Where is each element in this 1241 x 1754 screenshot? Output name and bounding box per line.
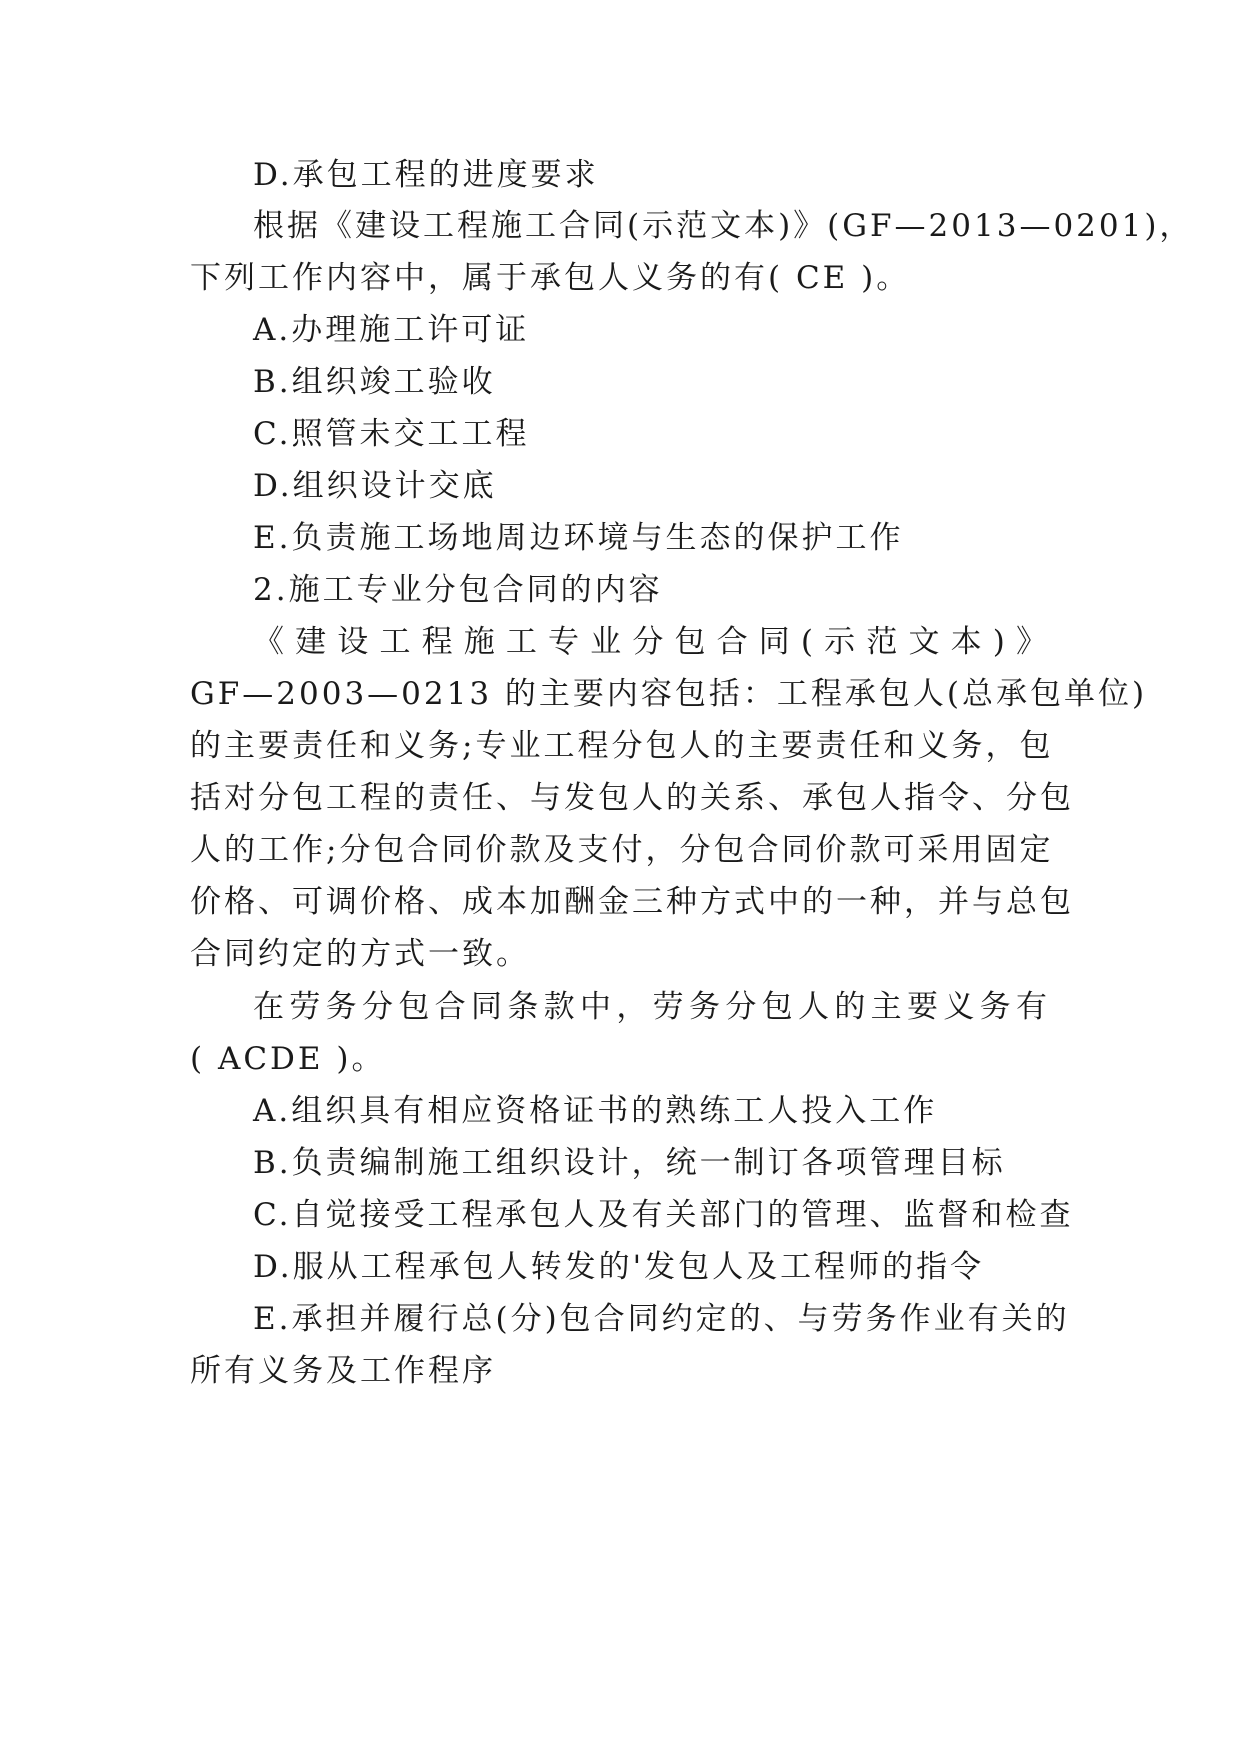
- text-line: 2.施工专业分包合同的内容: [253, 572, 663, 608]
- text-line: 所有义务及工作程序: [190, 1353, 496, 1389]
- text-line: 合同约定的方式一致。: [190, 936, 530, 972]
- text-line: D.服从工程承包人转发的'发包人及工程师的指令: [253, 1249, 985, 1285]
- text-line: C.自觉接受工程承包人及有关部门的管理、监督和检查: [253, 1197, 1074, 1233]
- text-line: B.负责编制施工组织设计，统一制订各项管理目标: [253, 1145, 1006, 1181]
- text-line: 括对分包工程的责任、与发包人的关系、承包人指令、分包: [190, 780, 1074, 816]
- text-line: 在劳务分包合同条款中，劳务分包人的主要义务有: [253, 989, 1050, 1025]
- text-line: E.负责施工场地周边环境与生态的保护工作: [253, 520, 904, 556]
- text-line: 《建设工程施工专业分包合同(示范文本)》: [253, 624, 1050, 660]
- text-line: 人的工作;分包合同价款及支付，分包合同价款可采用固定: [190, 832, 1054, 868]
- text-line: C.照管未交工工程: [253, 416, 530, 452]
- text-line: ( ACDE )。: [190, 1041, 386, 1077]
- text-line: 的主要责任和义务;专业工程分包人的主要责任和义务，包: [190, 728, 1054, 764]
- text-line: A.组织具有相应资格证书的熟练工人投入工作: [253, 1093, 938, 1129]
- text-line: 价格、可调价格、成本加酬金三种方式中的一种，并与总包: [190, 884, 1074, 920]
- text-line: GF—2003—0213 的主要内容包括：工程承包人(总承包单位): [190, 676, 1148, 712]
- text-line: B.组织竣工验收: [253, 364, 496, 400]
- text-line: A.办理施工许可证: [253, 312, 530, 348]
- text-line: 下列工作内容中，属于承包人义务的有( CE )。: [190, 260, 911, 296]
- text-line: D.组织设计交底: [253, 468, 497, 504]
- text-line: D.承包工程的进度要求: [253, 157, 599, 193]
- text-line: E.承担并履行总(分)包合同约定的、与劳务作业有关的: [253, 1301, 1070, 1337]
- text-line: 根据《建设工程施工合同(示范文本)》(GF—2013—0201)，: [253, 208, 1194, 244]
